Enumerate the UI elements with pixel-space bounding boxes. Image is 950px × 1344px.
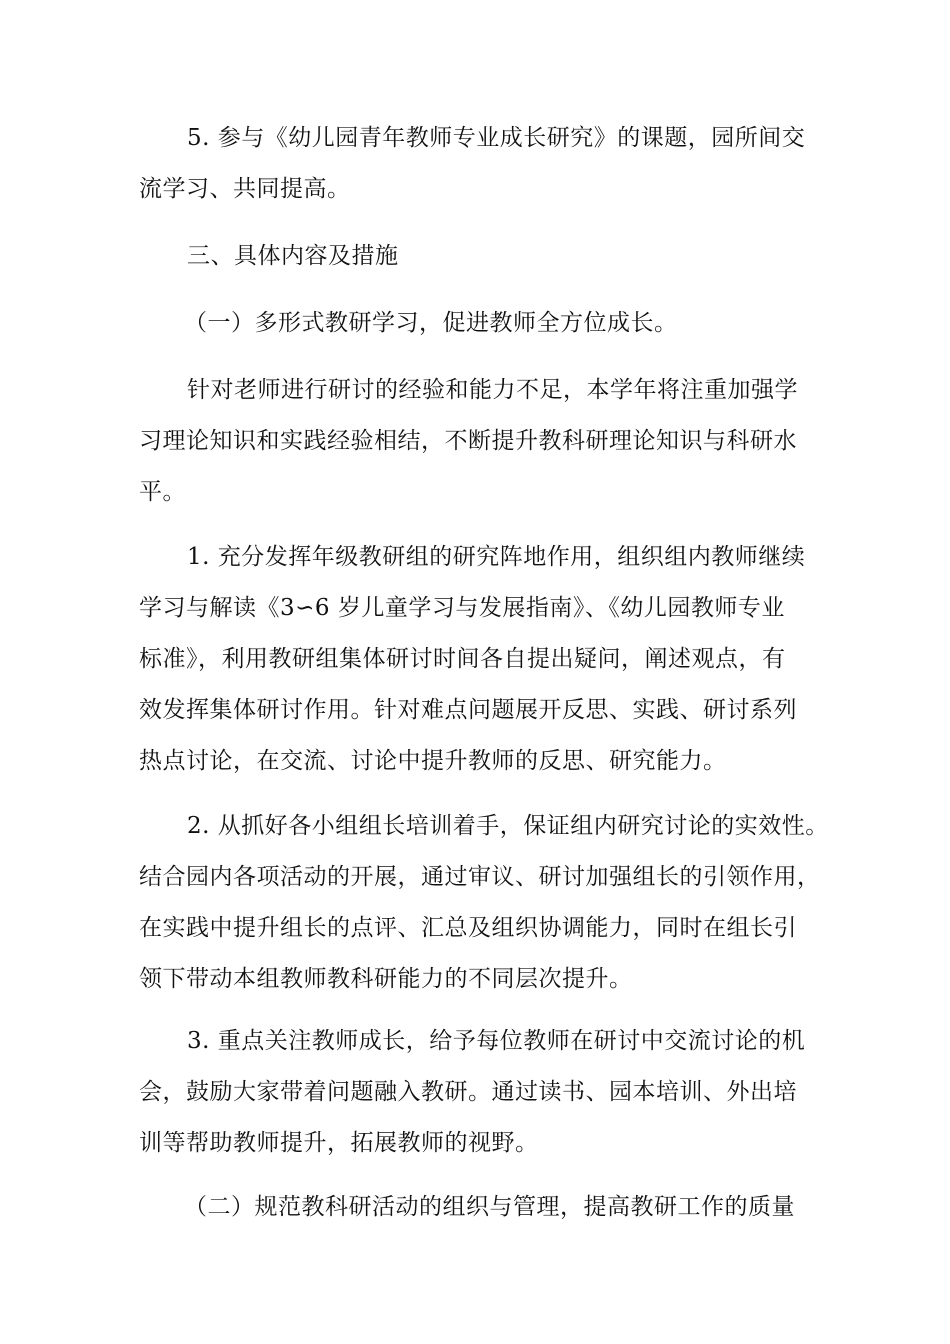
text-line: 领下带动本组教师教科研能力的不同层次提升。 (139, 966, 633, 992)
text-line: 效发挥集体研讨作用。针对难点问题展开反思、实践、研讨系列 (139, 697, 797, 723)
subsection-heading (139, 1182, 815, 1233)
text-line: 训等帮助教师提升，拓展教师的视野。 (139, 1130, 539, 1156)
text-line: 习理论知识和实践经验相结，不断提升教科研理论知识与科研水 (139, 428, 797, 454)
text-line: 学习与解读《3∽6 岁儿童学习与发展指南》、《幼儿园教师专业 (139, 595, 785, 621)
paragraph-point-2 (139, 801, 829, 1005)
text-line: （二）规范教科研活动的组织与管理，提高教研工作的质量 (184, 1194, 795, 1220)
text-line: 热点讨论，在交流、讨论中提升教师的反思、研究能力。 (139, 748, 727, 774)
paragraph-point-1 (139, 532, 815, 787)
text-line: 流学习、共同提高。 (139, 176, 351, 202)
text-line: 三、具体内容及措施 (187, 243, 399, 269)
text-line: 平。 (139, 479, 186, 505)
text-line: 3. 重点关注教师成长，给予每位教师在研讨中交流讨论的机 (187, 1028, 806, 1054)
text-line: 2. 从抓好各小组组长培训着手，保证组内研究讨论的实效性。 (187, 813, 829, 839)
text-line: 标准》，利用教研组集体研讨时间各自提出疑问，阐述观点，有 (139, 646, 786, 672)
text-line: （一）多形式教研学习，促进教师全方位成长。 (184, 310, 678, 336)
paragraph-point-3 (139, 1016, 815, 1169)
section-heading (139, 231, 815, 282)
subsection-heading (139, 298, 815, 349)
text-line: 结合园内各项活动的开展，通过审议、研讨加强组长的引领作用， (139, 864, 821, 890)
text-line: 1. 充分发挥年级教研组的研究阵地作用，组织组内教师继续 (187, 544, 806, 570)
text-line: 在实践中提升组长的点评、汇总及组织协调能力，同时在组长引 (139, 915, 797, 941)
text-line: 针对老师进行研讨的经验和能力不足，本学年将注重加强学 (187, 377, 798, 403)
paragraph-item-5 (139, 113, 815, 215)
text-line: 会，鼓励大家带着问题融入教研。通过读书、园本培训、外出培 (139, 1079, 797, 1105)
paragraph-intro (139, 365, 815, 518)
text-line: 5. 参与《幼儿园青年教师专业成长研究》的课题，园所间交 (187, 125, 806, 151)
